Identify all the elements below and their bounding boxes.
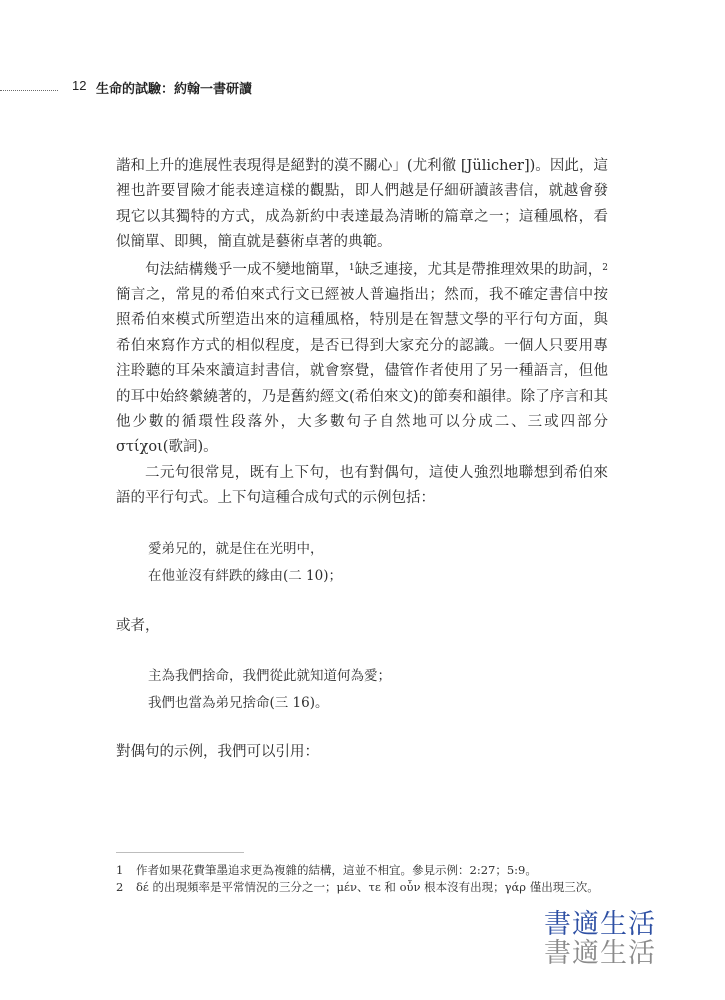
watermark-line-2: 書適生活 (544, 938, 656, 969)
watermark-line-1: 書適生活 (544, 909, 656, 940)
or-text: 或者， (116, 618, 160, 634)
footnote-1 (116, 862, 616, 879)
quotation-line: 在他並沒有絆跌的緣由(二 10)； (148, 568, 343, 584)
page-number: 12 (72, 78, 87, 93)
paragraph-syntax-part3: 簡言之，常見的希伯來式行文已經被人普遍指出；然而，我不確定書信中按照希伯來模式所塑造出來的這種風格，特別是在智慧文學的平行句方面，與希伯來寫作方式的相似程度，是否已得到大家充分的認識。一個人只要用專注聆聽的耳朵來讀這封書信，就會察覺，儘管作者使用了另一種語言，但他的耳中始終縈繞著的，乃是舊約經文(希伯來文)的節奏和韻律。除了序言和其他少數的循環性段落外，大多數句子自然地可以分成二、三或四部分 στίχοι(歌詞)。 (116, 287, 608, 456)
quotation-2 (148, 663, 588, 717)
footnotes (116, 862, 616, 896)
footnote-number: 1 (116, 863, 124, 877)
paragraph-binary-sentences: 二元句很常見，既有上下句，也有對偶句，這使人強烈地聯想到希伯來語的平行句式。上下句這種合成句式的示例包括： (116, 464, 608, 507)
footnote-ref-2: 2 (602, 262, 609, 273)
quotation-line: 主為我們捨命，我們從此就知道何為愛； (148, 668, 391, 684)
quotation-line: 我們也當為弟兄捨命(三 16)。 (148, 695, 329, 711)
footnote-divider (116, 852, 244, 853)
paragraph-syntax-part1: 句法結構幾乎一成不變地簡單， (145, 261, 349, 278)
running-header (0, 76, 725, 96)
antithetic-intro: 對偶句的示例，我們可以引用： (116, 744, 319, 760)
footnote-ref-1: 1 (348, 262, 355, 273)
quotation-line: 愛弟兄的，就是住在光明中， (148, 541, 324, 557)
watermark-logo (544, 910, 684, 968)
footnote-text: 作者如果花費筆墨追求更為複雜的結構，這並不相宜。參見示例：2:27；5:9。 (136, 863, 537, 877)
quotation-1 (148, 536, 588, 590)
header-dotted-rule (0, 90, 58, 91)
main-text (116, 154, 608, 512)
paragraph-syntax (116, 256, 608, 461)
footnote-number: 2 (116, 880, 124, 894)
paragraph-continued: 諧和上升的進展性表現得是絕對的漠不關心」(尤利徹 [Jülicher])。因此，這裡也許要冒險才能表達這樣的觀點，即人們越是仔細研讀該書信，就越會發現它以其獨特的方式，成為新約中表達最為清晰的篇章之一；這種風格，看似簡單、即興，簡直就是藝術卓著的典範。 (116, 158, 608, 251)
paragraph-syntax-part2: 缺乏連接，尤其是帶推理效果的助詞， (354, 261, 603, 278)
running-title: 生命的試驗：約翰一書研讀 (96, 81, 253, 96)
footnote-2 (116, 879, 616, 896)
footnote-text: δέ 的出現頻率是平常情況的三分之一；μέν、τε 和 οὖν 根本沒有出現；γάρ 僅出現三次。 (136, 880, 599, 894)
